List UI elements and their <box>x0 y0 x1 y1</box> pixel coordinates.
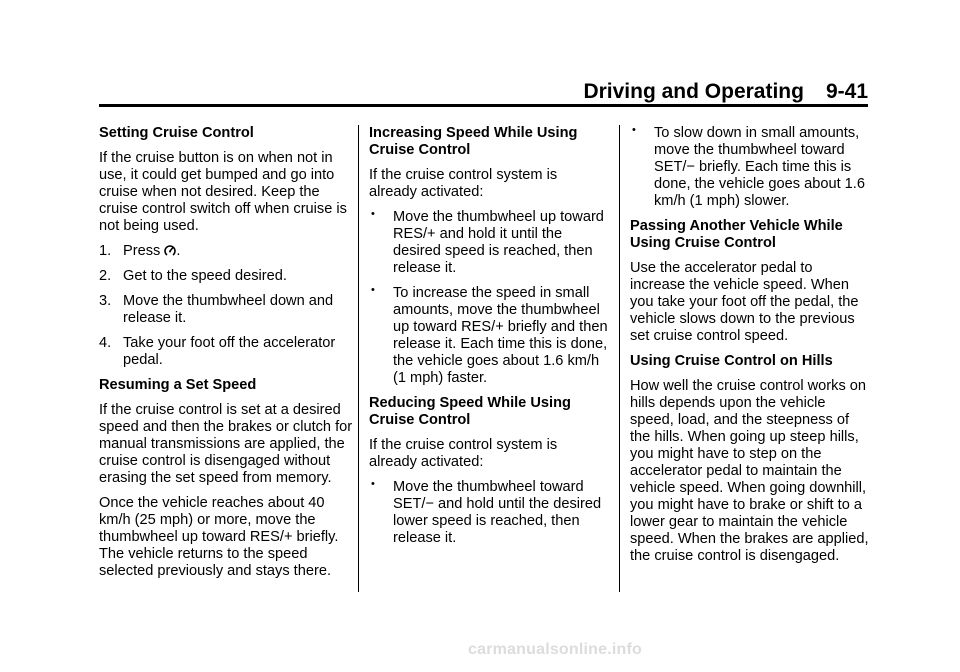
bullet-icon: • <box>632 124 636 136</box>
bullet-icon: • <box>371 284 375 296</box>
bullet-item <box>369 209 609 277</box>
bullet-text: To slow down in small amounts, move the thumbwheel toward SET/− briefly. Each time this is done, the vehicle goes about 1.6 km/h (1 mph) slower. <box>654 125 865 209</box>
heading-resuming-set-speed: Resuming a Set Speed <box>99 377 257 393</box>
paragraph: How well the cruise control works on hills depends upon the vehicle speed, load, and the steepness of the hills. When going up steep hills, you might have to step on the accelerator pedal to maintain the vehicle speed. When going downhill, you might have to brake or shift to a lower gear to maintain the vehicle speed. When the brakes are applied, the cruise control is disengaged. <box>630 378 869 564</box>
paragraph: If the cruise control system is already activated: <box>369 437 558 470</box>
paragraph: Once the vehicle reaches about 40 km/h (25 mph) or more, move the thumbwheel up toward RES/+ briefly. The vehicle returns to the speed selected previously and stays there. <box>99 495 339 579</box>
paragraph: If the cruise button is on when not in use, it could get bumped and go into cruise when not desired. Keep the cruise control switch off when cruise is not being used. <box>99 150 347 234</box>
step-text-end: . <box>176 243 181 259</box>
step-number: 3. <box>99 293 112 309</box>
bullet-item <box>369 479 609 547</box>
step-number: 1. <box>99 243 112 259</box>
bullet-text: Move the thumbwheel toward SET/− and hold until the desired lower speed is reached, then release it. <box>393 479 602 546</box>
bullet-icon: • <box>371 478 375 490</box>
paragraph: Use the accelerator pedal to increase the vehicle speed. When you take your foot off the pedal, the vehicle slows down to the previous set cruise control speed. <box>630 260 859 344</box>
step-number: 2. <box>99 268 112 284</box>
heading-reducing-speed: Reducing Speed While Using Cruise Control <box>369 395 571 428</box>
heading-setting-cruise-control: Setting Cruise Control <box>99 125 254 141</box>
column-2 <box>369 125 609 555</box>
step-text: Get to the speed desired. <box>123 268 287 284</box>
step-item <box>99 293 354 327</box>
step-item <box>99 268 354 285</box>
step-text: Take your foot off the accelerator pedal. <box>123 335 336 368</box>
column-divider-1 <box>358 125 359 592</box>
header-rule <box>99 104 868 107</box>
step-number: 4. <box>99 335 112 351</box>
heading-passing-vehicle: Passing Another Vehicle While Using Cruise Control <box>630 218 843 251</box>
step-text: Press <box>123 243 161 259</box>
step-text: Move the thumbwheel down and release it. <box>123 293 334 326</box>
step-item <box>99 335 354 369</box>
page-header <box>583 80 868 104</box>
cruise-control-icon <box>164 244 176 257</box>
column-1 <box>99 125 354 588</box>
footer-watermark: carmanualsonline.info <box>468 641 643 658</box>
bullet-icon: • <box>371 208 375 220</box>
bullet-item <box>630 125 870 210</box>
bullet-text: Move the thumbwheel up toward RES/+ and hold it until the desired speed is reached, then release it. <box>393 209 604 276</box>
column-divider-2 <box>619 125 620 592</box>
heading-increasing-speed: Increasing Speed While Using Cruise Control <box>369 125 578 158</box>
section-title: Driving and Operating <box>583 80 804 103</box>
column-3 <box>630 125 870 573</box>
page-number: 9-41 <box>825 80 868 103</box>
bullet-text: To increase the speed in small amounts, move the thumbwheel up toward RES/+ briefly and then release it. Each time this is done, the vehicle goes about 1.6 km/h (1 mph) faster. <box>393 285 608 386</box>
heading-cruise-on-hills: Using Cruise Control on Hills <box>630 353 833 369</box>
paragraph: If the cruise control is set at a desired speed and then the brakes or clutch for manual transmissions are applied, the cruise control is disengaged without erasing the set speed from memory. <box>99 402 353 486</box>
paragraph: If the cruise control system is already activated: <box>369 167 558 200</box>
bullet-item <box>369 285 609 387</box>
step-item <box>99 243 354 260</box>
